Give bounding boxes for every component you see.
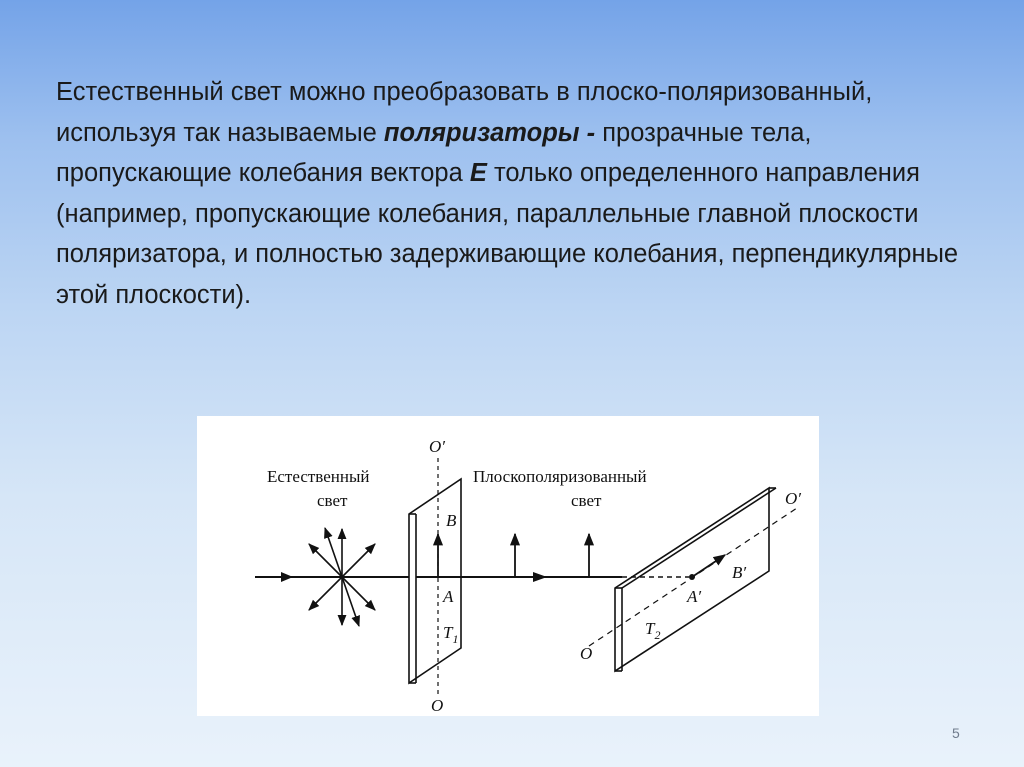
label-point-b: B <box>446 511 457 530</box>
page-number: 5 <box>952 725 960 741</box>
incoming-beam-arrowhead <box>281 572 293 582</box>
label-point-a: A <box>443 587 454 606</box>
label-o-left: O <box>580 644 593 663</box>
body-paragraph <box>56 72 986 315</box>
label-plate-t1: $T_1$ <box>443 623 459 646</box>
label-o-prime-top: O′ <box>429 437 445 456</box>
label-o-bottom: O <box>431 696 444 715</box>
analyzer-plate-t2 <box>615 488 776 671</box>
label-polarized-light-line2: свет <box>571 491 602 510</box>
polarization-diagram <box>197 416 819 716</box>
paragraph-text-2: прозрачные тела, пропускающие колебания вектора <box>56 118 812 187</box>
label-plate-t2: $T_2$ <box>645 619 661 642</box>
paragraph-text-3: только определенного направления (например, пропускающие колебания, параллельные главной плоскости поляризатора, и полностью задерживающие колебания, перпендикулярные этой плоскости). <box>56 159 959 309</box>
polarized-beam-arrowhead <box>533 572 547 582</box>
paragraph-emphasis-polarizers: поляризаторы - <box>383 118 596 147</box>
label-point-a-prime: A′ <box>687 587 702 606</box>
label-natural-light-line1: Естественный <box>267 467 370 486</box>
label-point-b-prime: B′ <box>732 563 747 582</box>
polarization-figure <box>197 416 819 716</box>
paragraph-emphasis-vector-e: E <box>469 159 487 187</box>
paragraph-text-1: Естественный свет можно преобразовать в плоско-поляризованный, используя так называемые <box>56 78 873 147</box>
polarizer-plate-t1 <box>409 479 461 683</box>
label-polarized-light-line1: Плоскополяризованный <box>473 467 647 486</box>
label-natural-light-line2: свет <box>317 491 348 510</box>
label-o-prime-right: O′ <box>785 489 801 508</box>
